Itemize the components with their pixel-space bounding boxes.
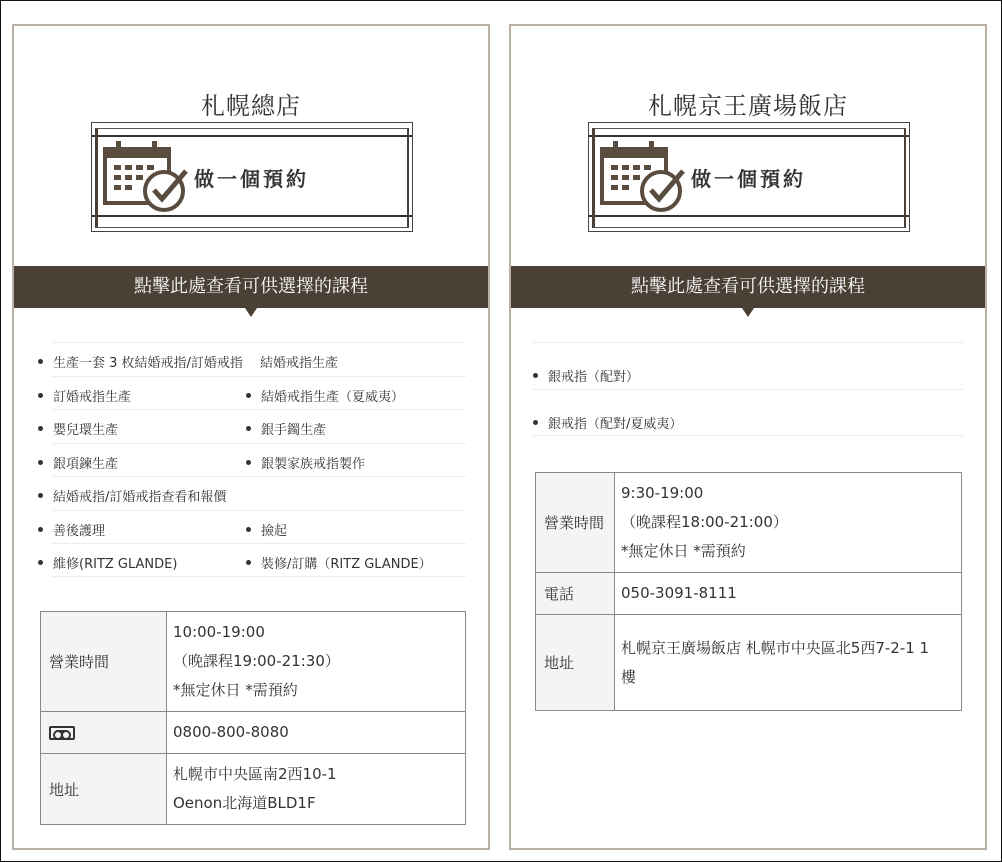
table-row <box>41 754 466 825</box>
courses-banner[interactable] <box>14 266 488 308</box>
hours-value: 9:30-19:00 （晚課程18:00-21:00） *無定休日 *需預約 <box>615 473 962 573</box>
list-item[interactable]: 銀項鍊生產 <box>38 453 118 472</box>
calendar-check-icon <box>102 133 192 215</box>
list-item[interactable]: 結婚戒指生產 <box>260 356 339 371</box>
table-row <box>536 615 962 711</box>
table-row <box>41 612 466 712</box>
caret-down-icon <box>742 308 754 317</box>
list-item[interactable]: 銀製家族戒指製作 <box>246 453 365 472</box>
list-item[interactable]: 訂婚戒指生產 <box>38 386 131 405</box>
store-card-keio-plaza <box>509 24 987 850</box>
courses-banner[interactable] <box>511 266 985 308</box>
store-card-sapporo-main <box>12 24 490 850</box>
table-row <box>536 473 962 573</box>
address-value: 札幌京王廣場飯店 札幌市中央區北5西7-2-1 1 樓 <box>615 615 962 711</box>
list-item[interactable]: 銀戒指（配對/夏威夷） <box>533 413 682 432</box>
course-row <box>533 342 963 389</box>
table-row <box>536 573 962 615</box>
hours-value: 10:00-19:00 （晚課程19:00-21:30） *無定休日 *需預約 <box>167 612 466 712</box>
hours-label: 營業時間 <box>41 612 167 712</box>
phone-value[interactable]: 050-3091-8111 <box>615 573 962 615</box>
free-dial-icon <box>49 726 75 740</box>
phone-label: 電話 <box>536 573 615 615</box>
make-reservation-button[interactable] <box>588 122 910 232</box>
list-item[interactable]: 銀手鐲生產 <box>246 419 326 438</box>
course-list <box>52 342 466 577</box>
caret-down-icon <box>245 308 257 317</box>
courses-banner-label: 點擊此處查看可供選擇的課程 <box>134 276 368 297</box>
course-row <box>52 409 466 443</box>
list-item[interactable]: 結婚戒指生產（夏威夷） <box>246 386 404 405</box>
address-value: 札幌市中央區南2西10-1 Oenon北海道BLD1F <box>167 754 466 825</box>
address-label: 地址 <box>41 754 167 825</box>
course-list <box>533 342 963 436</box>
list-item[interactable]: 維修(RITZ GLANDE) <box>38 553 177 572</box>
course-row <box>52 443 466 477</box>
store-info-table <box>40 611 466 825</box>
courses-banner-label: 點擊此處查看可供選擇的課程 <box>631 276 865 297</box>
reserve-label: 做一個預約 <box>194 167 309 191</box>
course-row <box>52 476 466 510</box>
course-row <box>533 389 963 436</box>
list-item[interactable]: 嬰兒環生產 <box>38 419 118 438</box>
list-item[interactable]: 善後護理 <box>38 520 105 539</box>
list-item[interactable]: 生產一套 3 枚結婚戒指/訂婚戒指 <box>38 352 243 371</box>
course-row <box>52 342 466 376</box>
list-item[interactable]: 撿起 <box>246 520 287 539</box>
store-info-table <box>535 472 962 711</box>
phone-value[interactable]: 0800-800-8080 <box>167 712 466 754</box>
store-title: 札幌總店 <box>201 92 301 120</box>
list-item[interactable]: 裝修/訂購（RITZ GLANDE） <box>246 553 432 572</box>
address-label: 地址 <box>536 615 615 711</box>
reserve-label: 做一個預約 <box>691 167 806 191</box>
list-item[interactable]: 結婚戒指/訂婚戒指查看和報價 <box>38 486 226 505</box>
list-item[interactable]: 銀戒指（配對） <box>533 366 639 385</box>
course-row <box>52 510 466 544</box>
make-reservation-button[interactable] <box>91 122 413 232</box>
calendar-check-icon <box>599 133 689 215</box>
course-row <box>52 376 466 410</box>
table-row <box>41 712 466 754</box>
store-title: 札幌京王廣場飯店 <box>648 92 848 120</box>
hours-label: 營業時間 <box>536 473 615 573</box>
course-row <box>52 543 466 577</box>
